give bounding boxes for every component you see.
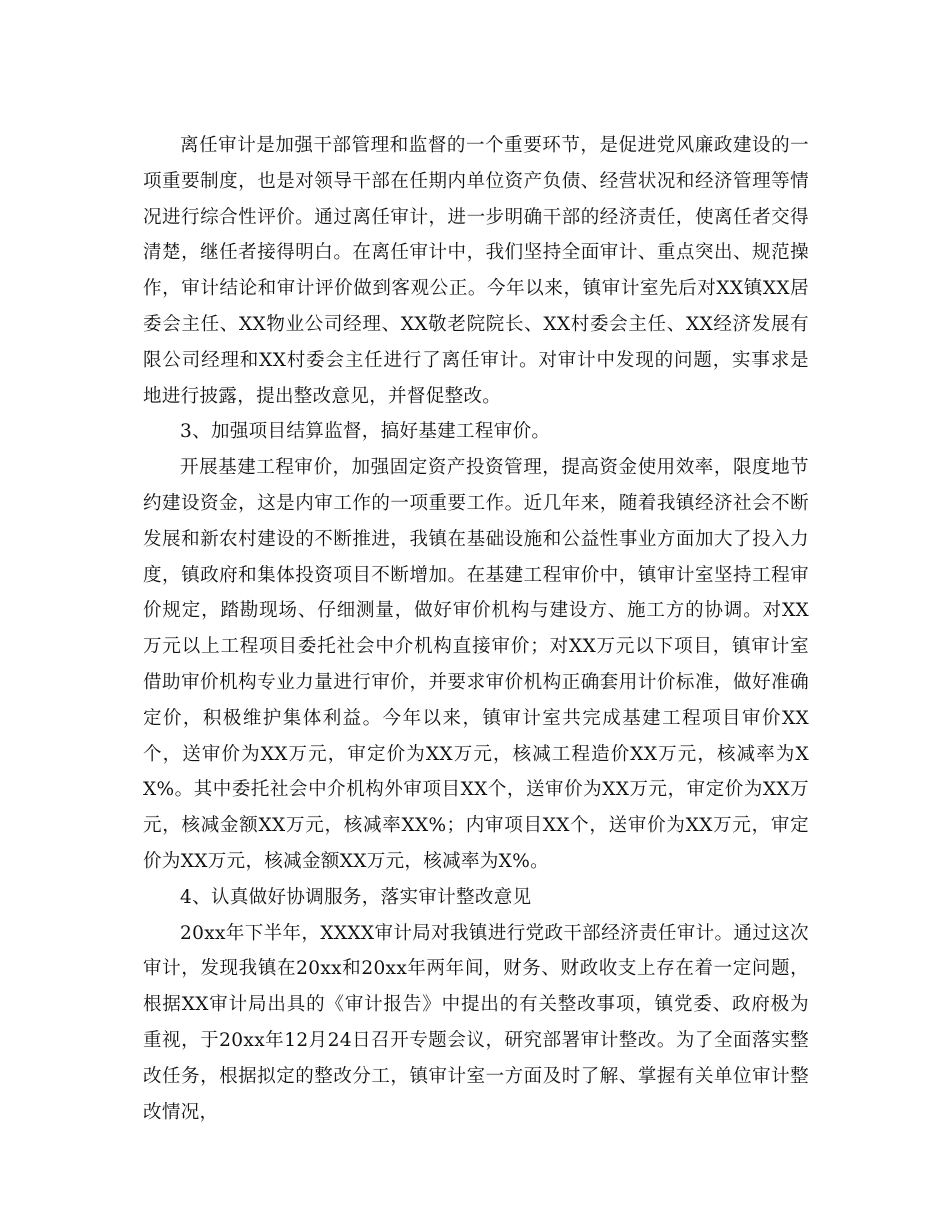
paragraph-rectification: 20xx年下半年，XXXX审计局对我镇进行党政干部经济责任审计。通过这次审计，发现我镇在20xx和20xx年两年间，财务、财政收支上存在着一定问题，根据XX审计局出具的《审计报告》中提出的有关整改事项，镇党委、政府极为重视，于20xx年12月24日召开专题会议，研究部署审计整改。为了全面落实整改任务，根据拟定的整改分工，镇审计室一方面及时了解、掌握有关单位审计整改情况， (143, 922, 809, 1123)
section-heading-4: 4、认真做好协调服务，落实审计整改意见 (180, 886, 532, 908)
paragraph-departure-audit: 离任审计是加强干部管理和监督的一个重要环节，是促进党风廉政建设的一项重要制度，也是对领导干部在任期内单位资产负债、经营状况和经济管理等情况进行综合性评价。通过离任审计，进一步明确干部的经济责任，使离任者交得清楚，继任者接得明白。在离任审计中，我们坚持全面审计、重点突出、规范操作，审计结论和审计评价做到客观公正。今年以来，镇审计室先后对XX镇XX居委会主任、XX物业公司经理、XX敬老院院长、XX村委会主任、XX经济发展有限公司经理和XX村委会主任进行了离任审计。对审计中发现的问题，实事求是地进行披露，提出整改意见，并督促整改。 (143, 135, 809, 407)
document-body (143, 128, 809, 1130)
section-heading-3: 3、加强项目结算监督，搞好基建工程审价。 (180, 421, 551, 443)
paragraph-construction-audit: 开展基建工程审价，加强固定资产投资管理，提高资金使用效率，限度地节约建设资金，这是内审工作的一项重要工作。近几年来，随着我镇经济社会不断发展和新农村建设的不断推进，我镇在基础设施和公益性事业方面加大了投入力度，镇政府和集体投资项目不断增加。在基建工程审价中，镇审计室坚持工程审价规定，踏勘现场、仔细测量，做好审价机构与建设方、施工方的协调。对XX万元以上工程项目委托社会中介机构直接审价；对XX万元以下项目，镇审计室借助审价机构专业力量进行审价，并要求审价机构正确套用计价标准，做好准确定价，积极维护集体利益。今年以来，镇审计室共完成基建工程项目审价XX个，送审价为XX万元，审定价为XX万元，核减工程造价XX万元，核减率为XX%。其中委托社会中介机构外审项目XX个，送审价为XX万元，审定价为XX万元，核减金额XX万元，核减率XX%；内审项目XX个，送审价为XX万元，审定价为XX万元，核减金额XX万元，核减率为X%。 (143, 457, 809, 872)
